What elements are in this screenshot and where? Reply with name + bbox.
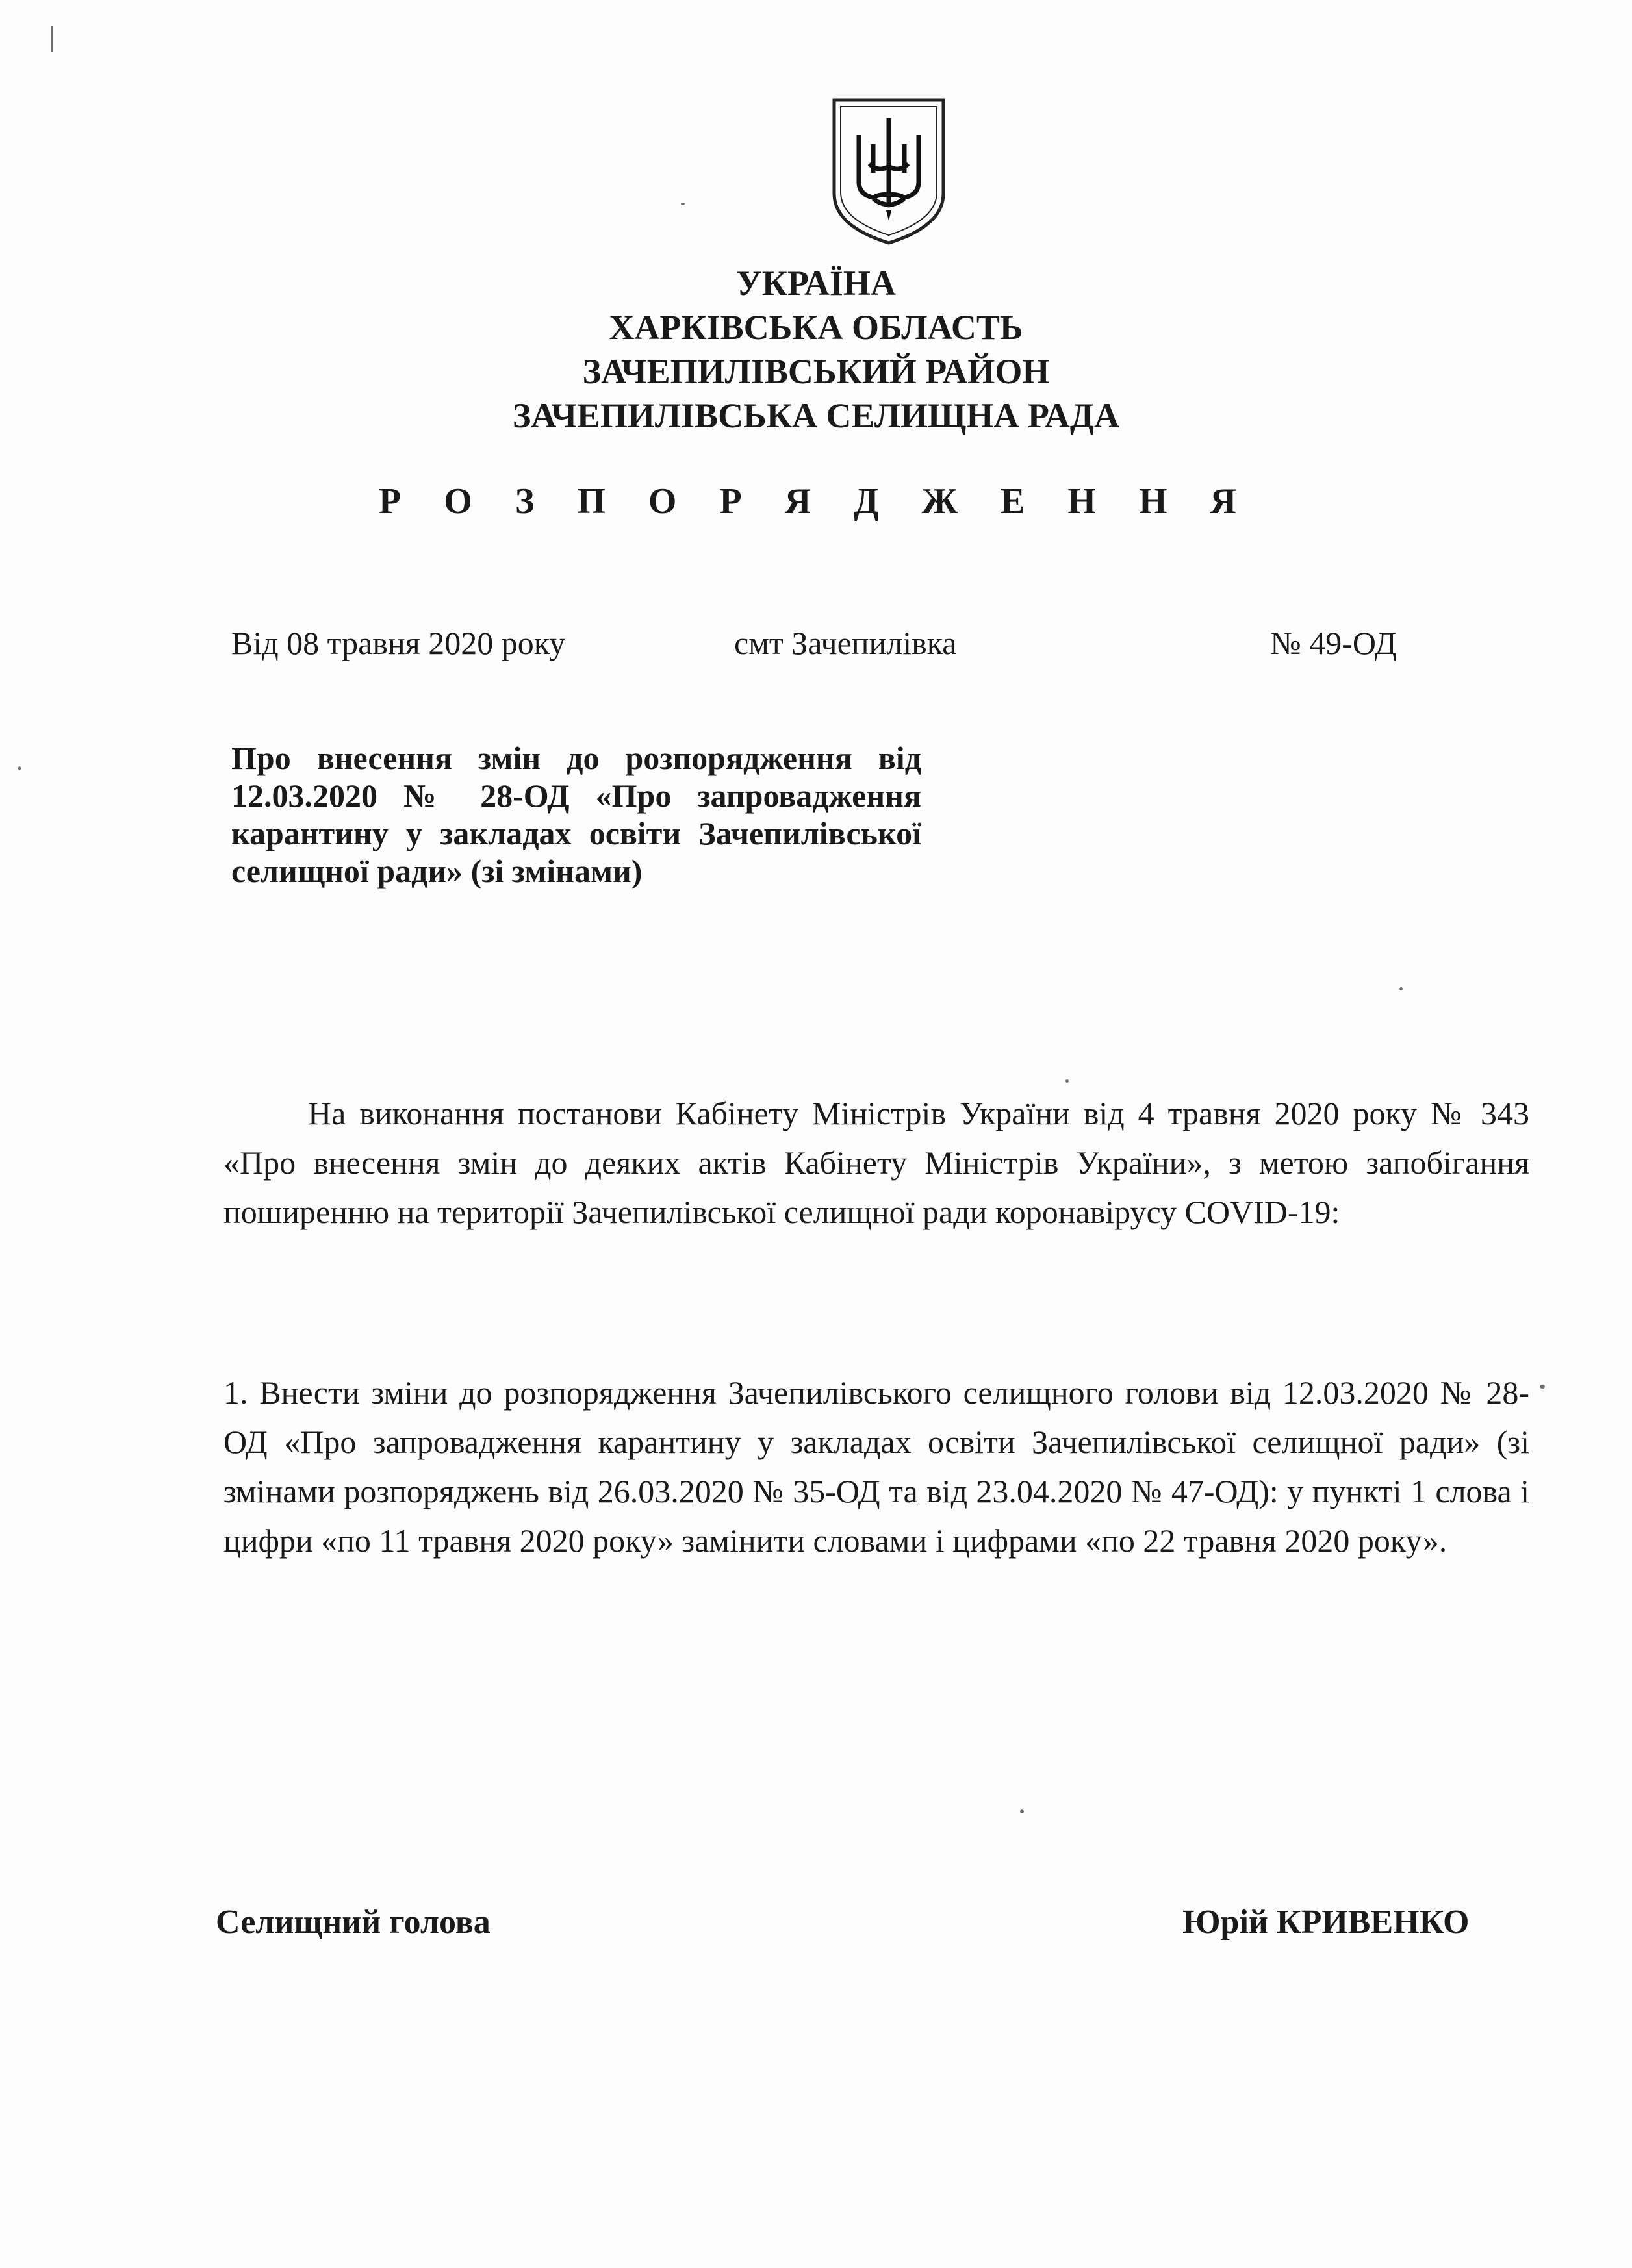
preamble-paragraph: На виконання постанови Кабінету Міністрів України від 4 травня 2020 року № 343 «Про внесення змін до деяких актів Кабінету Міністрів України», з метою запобігання поширенню на території Зачепилівської селищної ради коронавірусу COVID-19:: [223, 1095, 1529, 1230]
scan-speck: [681, 203, 685, 205]
document-subject: Про внесення змін до розпорядження від 12.03.2020 № 28-ОД «Про запровадження карантину у закладах освіти Зачепилівської селищної ради» (зі змінами): [231, 740, 921, 889]
scan-speck: [18, 766, 21, 770]
scan-speck: [1065, 1079, 1069, 1083]
signatory-name: Юрій КРИВЕНКО: [1182, 1904, 1470, 1941]
document-number: № 49-ОД: [1270, 625, 1397, 661]
council-name: ЗАЧЕПИЛІВСЬКА СЕЛИЩНА РАДА: [512, 396, 1120, 435]
scan-mark: [51, 26, 53, 52]
document-place: смт Зачепилівка: [734, 625, 957, 661]
scan-speck: [1020, 1809, 1024, 1813]
district-name: ЗАЧЕПИЛІВСЬКИЙ РАЙОН: [582, 352, 1050, 391]
signatory-title: Селищний голова: [216, 1904, 491, 1941]
scan-speck: [1540, 1385, 1545, 1389]
region-name: ХАРКІВСЬКА ОБЛАСТЬ: [609, 308, 1023, 347]
country-name: УКРАЇНА: [736, 264, 896, 303]
scan-speck: [1399, 987, 1403, 990]
order-item-1: 1. Внести зміни до розпорядження Зачепилівського селищного голови від 12.03.2020 № 28-ОД «Про запровадження карантину у закладах освіти Зачепилівської селищної ради» (зі змінами розпоряджень від 26.03.2020 № 35-ОД та від 23.04.2020 № 47-ОД): у пункті 1 слова і цифри «по 11 травня 2020 року» замінити словами і цифрами «по 22 травня 2020 року».: [223, 1374, 1529, 1559]
document-type-title: Р О З П О Р Я Д Ж Е Н Н Я: [379, 481, 1253, 522]
trident-coat-of-arms-icon: [830, 96, 947, 247]
document-date: Від 08 травня 2020 року: [231, 625, 566, 661]
